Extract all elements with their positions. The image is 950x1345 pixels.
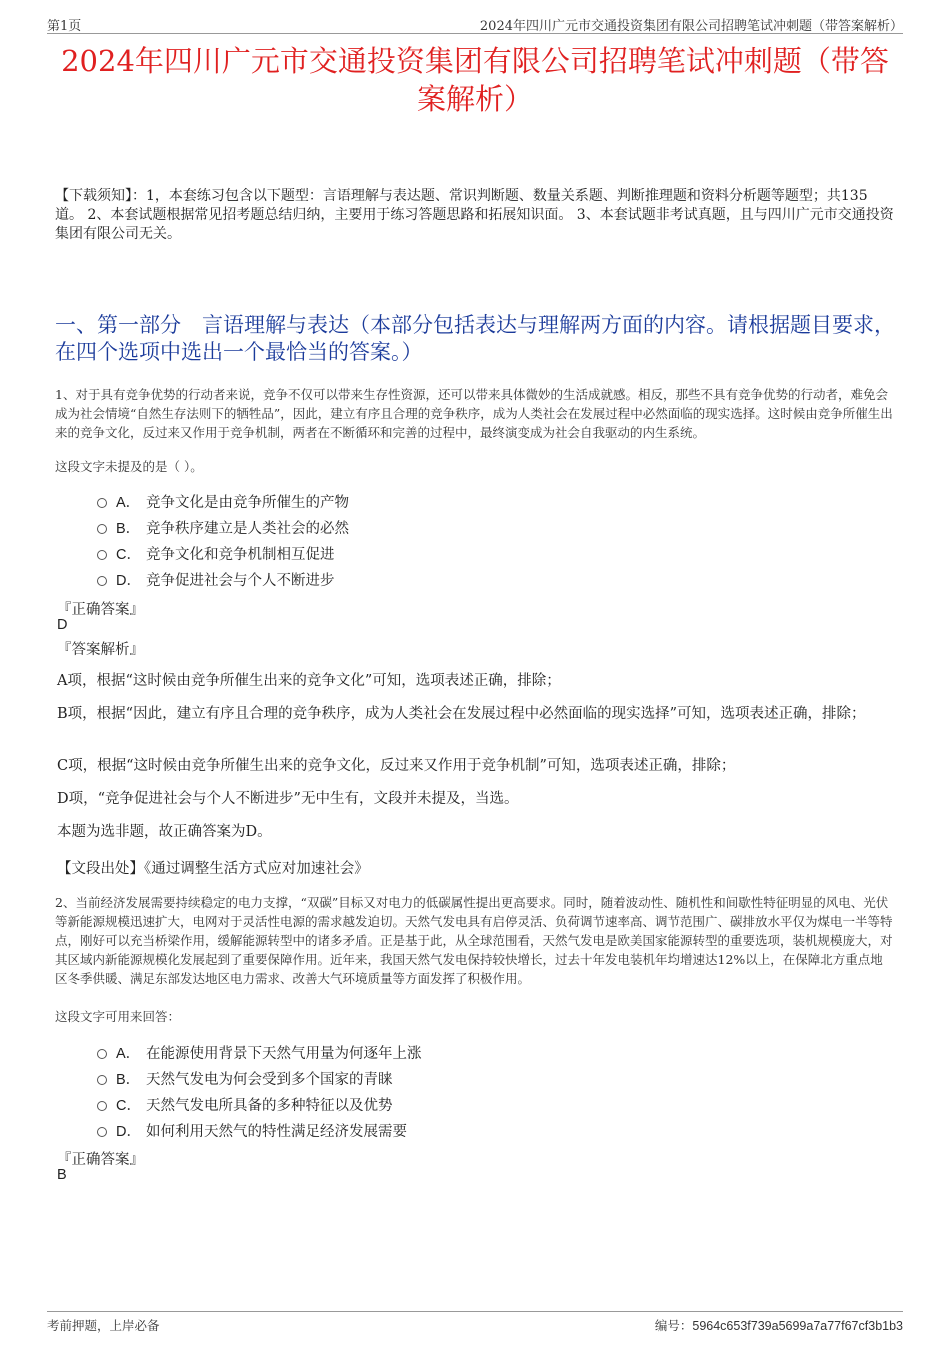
question-1-option-d[interactable]: D． 竞争促进社会与个人不断进步 — [97, 569, 335, 590]
question-2-option-a[interactable]: A． 在能源使用背景下天然气用量为何逐年上涨 — [97, 1042, 422, 1063]
question-2-answer-label: 『正确答案』 — [57, 1152, 144, 1168]
analysis-line: C项，根据“这时候由竞争所催生出来的竞争文化，反过来又作用于竞争机制”可知，选项表述正确，排除； — [57, 758, 736, 774]
download-notice: 【下载须知】：1，本套练习包含以下题型：言语理解与表达题、常识判断题、数量关系题、判断推理题和资料分析题等题型；共135道。 2、本套试题根据常见招考题总结归纳，主要用于练习答题思路和拓展知识面。 3、本套试题非考试真题，且与四川广元市交通投资集团有限公司无关。 — [55, 188, 894, 242]
radio-icon[interactable] — [97, 1075, 107, 1085]
page-header — [47, 13, 903, 34]
page-footer — [47, 1311, 903, 1336]
radio-icon[interactable] — [97, 524, 107, 534]
question-2-option-d[interactable]: D． 如何利用天然气的特性满足经济发展需要 — [97, 1120, 407, 1141]
question-1-option-b[interactable]: B． 竞争秩序建立是人类社会的必然 — [97, 517, 349, 538]
question-1-analysis-label: 『答案解析』 — [57, 642, 144, 658]
question-1-prompt: 这段文字未提及的是（ ）。 — [55, 459, 203, 474]
radio-icon[interactable] — [97, 576, 107, 586]
footer-code: 编号：5964c653f739a5699a7a77f67cf3b1b3 — [654, 1318, 903, 1333]
radio-icon[interactable] — [97, 1127, 107, 1137]
question-1-option-a[interactable]: A． 竞争文化是由竞争所催生的产物 — [97, 491, 349, 512]
radio-icon[interactable] — [97, 498, 107, 508]
question-2-option-c[interactable]: C． 天然气发电所具备的多种特征以及优势 — [97, 1094, 393, 1115]
radio-icon[interactable] — [97, 1049, 107, 1059]
question-2-option-b[interactable]: B． 天然气发电为何会受到多个国家的青睐 — [97, 1068, 393, 1089]
question-1-answer: D — [57, 617, 68, 633]
question-1-option-c[interactable]: C． 竞争文化和竞争机制相互促进 — [97, 543, 335, 564]
document-title: 2024年四川广元市交通投资集团有限公司招聘笔试冲刺题（带答案解析） — [61, 44, 889, 116]
footer-slogan: 考前押题，上岸必备 — [47, 1318, 160, 1333]
analysis-conclusion: 本题为选非题，故正确答案为D。 — [57, 824, 272, 840]
page-number: 第1页 — [47, 19, 82, 34]
question-2-prompt: 这段文字可用来回答： — [55, 1009, 181, 1024]
question-2-text: 2、当前经济发展需要持续稳定的电力支撑，“双碳”目标又对电力的低碳属性提出更高要求。同时，随着波动性、随机性和间歇性特征明显的风电、光伏等新能源规模迅速扩大，电网对于灵活性电源的需求越发迫切。天然气发电具有启停灵活、负荷调节速率高、调节范围广、碳排放水平仅为煤电一半等特点，刚好可以充当桥梁作用，缓解能源转型中的诸多矛盾。正是基于此，从全球范围看，天然气发电是欧美国家能源转型的重要选项，装机规模庞大，对其区域内新能源规模化发展起到了重要保障作用。近年来，我国天然气发电保持较快增长，过去十年发电装机年均增速达12%以上，在保障北方重点地区冬季供暖、满足东部发达地区电力需求、改善大气环境质量等方面发挥了积极作用。 — [55, 895, 893, 986]
analysis-line: A项，根据“这时候由竞争所催生出来的竞争文化”可知，选项表述正确，排除； — [57, 673, 561, 689]
question-1-source: 【文段出处】《通过调整生活方式应对加速社会》 — [57, 861, 369, 877]
analysis-line: B项，根据“因此，建立有序且合理的竞争秩序，成为人类社会在发展过程中必然面临的现实选择”可知，选项表述正确，排除； — [57, 706, 866, 722]
question-1-answer-label: 『正确答案』 — [57, 602, 144, 618]
analysis-line: D项，“竞争促进社会与个人不断进步”无中生有，文段并未提及，当选。 — [57, 791, 519, 807]
question-2-answer: B — [57, 1167, 67, 1183]
section-heading: 一、第一部分 言语理解与表达（本部分包括表达与理解两方面的内容。请根据题目要求，在四个选项中选出一个最恰当的答案。） — [55, 313, 895, 364]
header-doc-title: 2024年四川广元市交通投资集团有限公司招聘笔试冲刺题（带答案解析） — [479, 19, 903, 34]
question-1-text: 1、对于具有竞争优势的行动者来说，竞争不仅可以带来生存性资源，还可以带来具体微妙的生活成就感。相反，那些不具有竞争优势的行动者，难免会成为社会情境“自然生存法则下的牺牲品”，因此，建立有序且合理的竞争秩序，成为人类社会在发展过程中必然面临的现实选择。这时候由竞争所催生出来的竞争文化，反过来又作用于竞争机制，两者在不断循环和完善的过程中，最终演变成为社会自我驱动的内生系统。 — [55, 387, 893, 440]
radio-icon[interactable] — [97, 550, 107, 560]
radio-icon[interactable] — [97, 1101, 107, 1111]
